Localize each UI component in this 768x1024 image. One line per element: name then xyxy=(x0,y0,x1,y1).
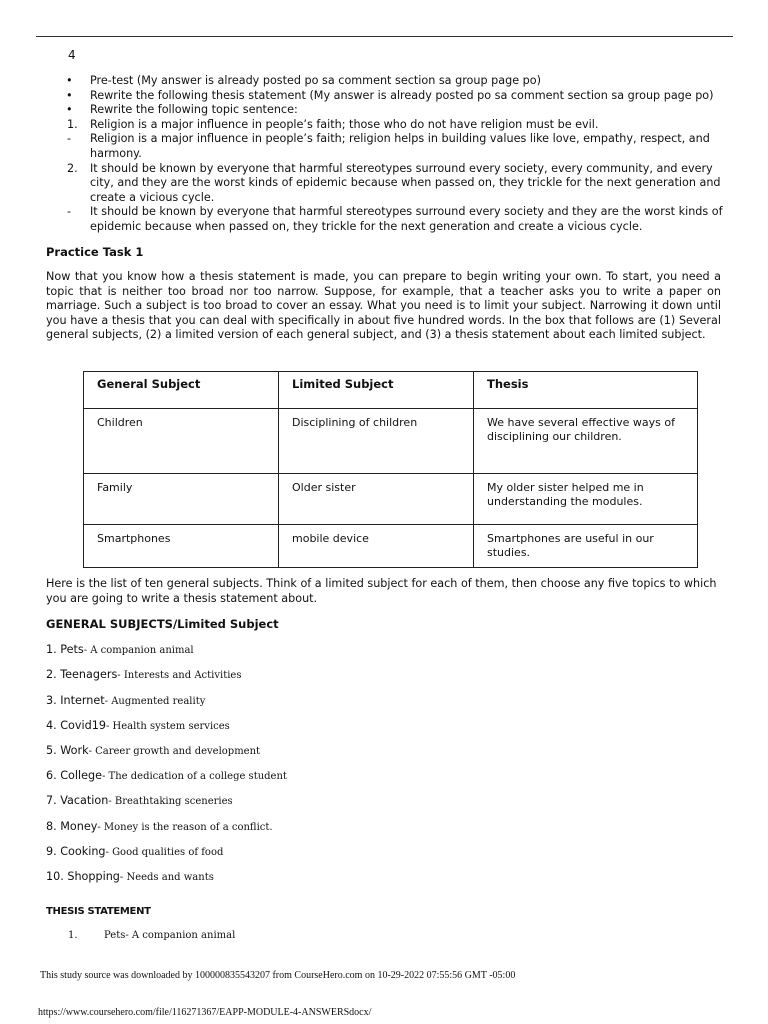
list-item xyxy=(46,845,223,858)
general-subjects-heading: GENERAL SUBJECTS/Limited Subject xyxy=(46,617,279,631)
list-item xyxy=(46,719,230,732)
number-marker: 2. xyxy=(67,161,78,175)
instruction-list xyxy=(46,74,726,235)
list-item xyxy=(46,205,726,234)
table-cell: mobile device xyxy=(279,525,474,568)
general-subject: 9. Cooking xyxy=(46,845,106,858)
header-rule xyxy=(36,36,733,37)
list-item xyxy=(46,74,726,89)
list-item-text: Religion is a major influence in people’s faith; religion helps in building values like love, empathy, respect, and harmony. xyxy=(90,132,710,160)
limited-subject: - Good qualities of food xyxy=(105,847,224,858)
limited-subject: - The dedication of a college student xyxy=(101,771,287,782)
general-subject: 3. Internet xyxy=(46,694,105,707)
list-item-text: It should be known by everyone that harmful stereotypes surround every society and they are the worst kinds of epidemic because when passed on, they trickle for the next generation and create a vicious cycle. xyxy=(90,205,723,233)
list-item xyxy=(46,744,260,757)
table-header-row xyxy=(84,372,698,409)
table-cell: Family xyxy=(84,474,279,525)
subjects-table xyxy=(83,371,698,568)
table-cell: Smartphones are useful in our studies. xyxy=(474,525,698,568)
table-cell: My older sister helped me in understanding the modules. xyxy=(474,474,698,525)
column-header-thesis: Thesis xyxy=(474,372,698,409)
list-item xyxy=(46,89,726,104)
limited-subject: - Money is the reason of a conflict. xyxy=(97,822,273,833)
list-item xyxy=(46,870,214,883)
bullet-marker: • xyxy=(66,74,73,87)
general-subject: 1. Pets xyxy=(46,643,84,656)
table-row xyxy=(84,409,698,474)
page-number: 4 xyxy=(68,48,76,62)
limited-subject: - Augmented reality xyxy=(104,696,206,707)
column-header-limited-subject: Limited Subject xyxy=(279,372,474,409)
practice-task-heading: Practice Task 1 xyxy=(46,245,144,259)
list-item-text: Pre-test (My answer is already posted po sa comment section sa group page po) xyxy=(90,74,541,87)
number-marker: 1. xyxy=(67,117,78,131)
list-item-text: Rewrite the following thesis statement (My answer is already posted po sa comment section sa group page po) xyxy=(90,88,714,102)
general-subject: 4. Covid19 xyxy=(46,719,106,732)
general-subject: 6. College xyxy=(46,769,102,782)
download-note: This study source was downloaded by 100000835543207 from CourseHero.com on 10-29-2022 07:55:56 GMT -05:00 xyxy=(40,970,516,981)
dash-marker: - xyxy=(67,205,72,219)
list-item xyxy=(46,162,726,206)
table-row xyxy=(84,525,698,568)
limited-subject: - A companion animal xyxy=(83,645,194,656)
limited-subject: - Career growth and development xyxy=(88,746,261,757)
thesis-statement-heading: THESIS STATEMENT xyxy=(46,906,151,917)
list-item xyxy=(46,132,726,161)
source-url: https://www.coursehero.com/file/116271367/EAPP-MODULE-4-ANSWERSdocx/ xyxy=(38,1007,372,1018)
thesis-text: Pets- A companion animal xyxy=(104,930,236,941)
table-cell: Smartphones xyxy=(84,525,279,568)
limited-subject: - Needs and wants xyxy=(119,872,214,883)
table-cell: Older sister xyxy=(279,474,474,525)
general-subject: 8. Money xyxy=(46,820,98,833)
list-item-text: Religion is a major influence in people’s faith; those who do not have religion must be evil. xyxy=(90,117,599,131)
list-item xyxy=(46,668,241,681)
bullet-marker: • xyxy=(66,103,73,117)
general-subject: 10. Shopping xyxy=(46,870,120,883)
table-cell: Children xyxy=(84,409,279,474)
list-item xyxy=(68,930,235,941)
bullet-marker: • xyxy=(66,88,73,102)
limited-subject: - Breathtaking sceneries xyxy=(108,796,233,807)
list-item xyxy=(46,118,726,133)
list-item xyxy=(46,643,194,656)
list-item xyxy=(46,820,273,833)
list-item xyxy=(46,794,233,807)
table-cell: We have several effective ways of disciplining our children. xyxy=(474,409,698,474)
general-subject: 7. Vacation xyxy=(46,794,109,807)
list-intro-paragraph: Here is the list of ten general subjects. Think of a limited subject for each of them, then choose any five topics to which you are going to write a thesis statement about. xyxy=(46,577,717,605)
table-cell: Disciplining of children xyxy=(279,409,474,474)
list-item-text: Rewrite the following topic sentence: xyxy=(90,103,298,117)
dash-marker: - xyxy=(67,132,72,146)
list-item xyxy=(46,694,205,707)
table-row xyxy=(84,474,698,525)
general-subject: 5. Work xyxy=(46,744,89,757)
column-header-general-subject: General Subject xyxy=(84,372,279,409)
practice-task-paragraph: Now that you know how a thesis statement is made, you can prepare to begin writing your own. To start, you need a topic that is neither too broad nor too narrow. Suppose, for example, that a teacher asks you to write a paper on marriage. Such a subject is too broad to cover an essay. What you need is to limit your subject. Narrowing it down until you have a thesis that you can deal with specifically in about five hundred words. In the box that follows are (1) Several general subjects, (2) a limited version of each general subject, and (3) a thesis statement about each limited subject. xyxy=(46,270,721,342)
list-item xyxy=(46,769,287,782)
list-item xyxy=(46,103,726,118)
number-marker: 1. xyxy=(68,930,78,941)
limited-subject: - Health system services xyxy=(105,721,230,732)
general-subject: 2. Teenagers xyxy=(46,668,118,681)
list-item-text: It should be known by everyone that harmful stereotypes surround every society, every community, and every city, and they are the worst kinds of epidemic because when passed on, they trickle for the next generation and create a vicious cycle. xyxy=(90,161,721,204)
limited-subject: - Interests and Activities xyxy=(117,670,242,681)
